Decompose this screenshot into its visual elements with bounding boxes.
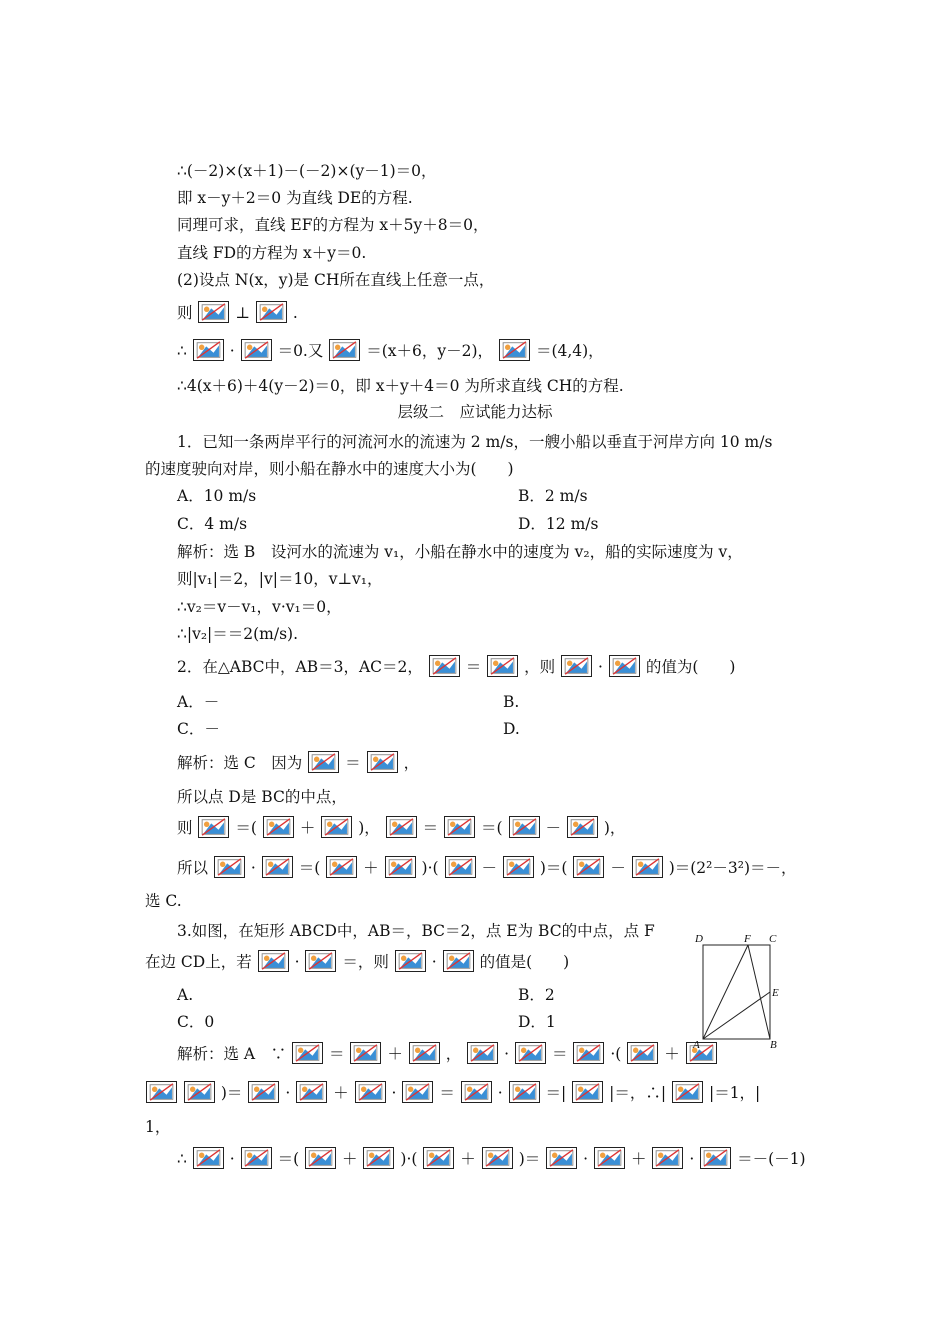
text-fragment: ＝(: [298, 859, 321, 877]
broken-image-icon: [326, 856, 357, 878]
question-3-text: 3.如图，在矩形 ABCD中，AB＝，BC＝2，点 E为 BC的中点，点 F: [177, 922, 655, 940]
label-d: D: [695, 933, 703, 945]
text-fragment: ·: [598, 658, 603, 676]
option-b: B．2: [518, 986, 555, 1004]
solution-text: [177, 815, 625, 841]
text-fragment: .: [292, 304, 298, 322]
broken-image-icon: [594, 1147, 625, 1169]
text-fragment: ，: [403, 754, 420, 772]
broken-image-icon: [329, 339, 360, 361]
broken-image-icon: [443, 950, 474, 972]
text-fragment: －: [610, 859, 626, 877]
text-line: ∴4(x＋6)＋4(y－2)＝0，即 x＋y＋4＝0 为所求直线 CH的方程.: [177, 377, 624, 395]
broken-image-icon: [546, 1147, 577, 1169]
broken-image-icon: [672, 1081, 703, 1103]
label-e: E: [772, 987, 779, 999]
broken-image-icon: [241, 1147, 272, 1169]
broken-image-icon: [482, 1147, 513, 1169]
text-fragment: 解析：选 A ∵: [177, 1045, 287, 1063]
broken-image-icon: [445, 856, 476, 878]
broken-image-icon: [363, 1147, 394, 1169]
text-fragment: 解析：选 C 因为: [177, 754, 303, 772]
broken-image-icon: [627, 1042, 658, 1064]
option-c: C．－: [177, 720, 220, 738]
text-fragment: ＝(: [235, 819, 257, 837]
broken-image-icon: [296, 1081, 327, 1103]
broken-image-icon: [572, 1081, 603, 1103]
text-fragment: ＝(: [277, 1150, 300, 1168]
text-fragment: ∴: [177, 1150, 187, 1168]
text-fragment: ·: [504, 1045, 510, 1063]
text-fragment: ＝|: [545, 1084, 567, 1102]
text-fragment: ·: [229, 342, 235, 360]
text-fragment: ＋: [342, 1150, 358, 1168]
broken-image-icon: [214, 856, 245, 878]
broken-image-icon: [395, 950, 426, 972]
question-2-text: [177, 654, 735, 680]
broken-image-icon: [409, 1042, 440, 1064]
broken-image-icon: [241, 339, 272, 361]
solution-text: [145, 1080, 760, 1106]
label-a: A: [693, 1039, 700, 1051]
text-fragment: －: [545, 819, 561, 837]
text-fragment: )＝: [220, 1084, 243, 1102]
broken-image-icon: [367, 751, 398, 773]
text-fragment: |＝1，|: [708, 1084, 761, 1102]
text-fragment: ＋: [630, 1150, 647, 1168]
broken-image-icon: [248, 1081, 279, 1103]
text-fragment: |＝，∴|: [609, 1084, 667, 1102]
broken-image-icon: [461, 1081, 492, 1103]
text-fragment: ＋: [363, 859, 379, 877]
broken-image-icon: [632, 856, 663, 878]
text-fragment: )＝(2²－3²)＝－，: [668, 859, 797, 877]
formula-line: [177, 300, 298, 326]
option-a: A．－: [177, 693, 220, 711]
text-line: 直线 FD的方程为 x＋y＝0.: [177, 244, 367, 262]
text-fragment: ＝，则: [342, 953, 389, 971]
broken-image-icon: [256, 301, 287, 323]
option-a: A.: [177, 986, 194, 1004]
text-fragment: ＝: [422, 819, 439, 837]
broken-image-icon: [193, 1147, 224, 1169]
broken-image-icon: [509, 816, 540, 838]
text-fragment: ＋: [460, 1150, 476, 1168]
text-fragment: ⊥: [235, 304, 250, 322]
option-b: B.: [503, 693, 520, 711]
text-fragment: ·: [294, 953, 300, 971]
text-fragment: ·(: [610, 1045, 622, 1063]
solution-text: ∴|v₂|＝＝2(m/s).: [177, 625, 299, 643]
question-1-text: 的速度驶向对岸，则小船在静水中的速度大小为( ): [145, 460, 514, 478]
solution-text: 1，: [145, 1118, 171, 1136]
question-3-text: [145, 949, 569, 975]
option-d: D.: [503, 720, 520, 738]
broken-image-icon: [700, 1147, 731, 1169]
text-fragment: )，: [358, 819, 380, 837]
text-fragment: ＝0.又: [277, 342, 324, 360]
solution-text: [177, 1146, 806, 1172]
text-fragment: )＝(: [539, 859, 568, 877]
broken-image-icon: [350, 1042, 381, 1064]
broken-image-icon: [573, 856, 604, 878]
broken-image-icon: [263, 816, 294, 838]
broken-image-icon: [305, 950, 336, 972]
broken-image-icon: [573, 1042, 604, 1064]
text-fragment: －: [481, 859, 497, 877]
broken-image-icon: [198, 301, 229, 323]
text-fragment: ＝－(－1): [737, 1150, 806, 1168]
broken-image-icon: [609, 655, 640, 677]
text-fragment: ＝: [345, 754, 361, 772]
text-fragment: 则: [177, 304, 193, 322]
solution-text: [177, 855, 797, 881]
broken-image-icon: [385, 856, 416, 878]
broken-image-icon: [429, 655, 460, 677]
broken-image-icon: [292, 1042, 323, 1064]
section-heading: 层级二 应试能力达标: [397, 403, 553, 421]
text-fragment: 在边 CD上，若: [145, 953, 252, 971]
option-d: D．12 m/s: [518, 515, 599, 533]
broken-image-icon: [184, 1081, 215, 1103]
rectangle-figure: [690, 928, 790, 1058]
text-fragment: ·: [285, 1084, 291, 1102]
text-fragment: ·: [497, 1084, 503, 1102]
broken-image-icon: [355, 1081, 386, 1103]
text-fragment: ·: [431, 953, 437, 971]
option-c: C．4 m/s: [177, 515, 248, 533]
broken-image-icon: [509, 1081, 540, 1103]
solution-text: 则|v₁|＝2，|v|＝10，v⊥v₁，: [177, 570, 383, 588]
text-fragment: ＋: [387, 1045, 403, 1063]
solution-text: [177, 750, 419, 776]
text-fragment: ·: [250, 859, 256, 877]
solution-text: ∴v₂＝v－v₁，v·v₁＝0，: [177, 598, 342, 616]
text-line: ∴(－2)×(x＋1)－(－2)×(y－1)＝0，: [177, 162, 437, 180]
text-fragment: 所以: [177, 859, 209, 877]
broken-image-icon: [467, 1042, 498, 1064]
text-fragment: ·: [583, 1150, 589, 1168]
broken-image-icon: [423, 1147, 454, 1169]
broken-image-icon: [402, 1081, 433, 1103]
broken-image-icon: [444, 816, 475, 838]
text-fragment: ＝(: [481, 819, 503, 837]
broken-image-icon: [386, 816, 417, 838]
text-fragment: )，: [603, 819, 626, 837]
text-fragment: ＝: [551, 1045, 568, 1063]
text-fragment: )＝: [518, 1150, 541, 1168]
option-d: D．1: [518, 1013, 556, 1031]
label-c: C: [769, 933, 777, 945]
broken-image-icon: [561, 655, 592, 677]
label-b: B: [770, 1039, 777, 1051]
text-fragment: ＝: [465, 658, 482, 676]
broken-image-icon: [487, 655, 518, 677]
text-fragment: ＝(x＋6，y－2)，: [366, 342, 494, 360]
text-line: (2)设点 N(x，y)是 CH所在直线上任意一点，: [177, 271, 495, 289]
solution-text: 选 C.: [145, 892, 182, 910]
solution-text: 所以点 D是 BC的中点，: [177, 788, 347, 806]
broken-image-icon: [193, 339, 224, 361]
option-b: B．2 m/s: [518, 487, 588, 505]
broken-image-icon: [262, 856, 293, 878]
text-fragment: )·(: [400, 1150, 418, 1168]
broken-image-icon: [308, 751, 339, 773]
text-fragment: 则: [177, 819, 193, 837]
text-fragment: ·: [229, 1150, 235, 1168]
text-fragment: )·(: [421, 859, 439, 877]
text-fragment: ＝: [329, 1045, 345, 1063]
broken-image-icon: [321, 816, 352, 838]
broken-image-icon: [503, 856, 534, 878]
text-fragment: ，: [445, 1045, 462, 1063]
broken-image-icon: [146, 1081, 177, 1103]
broken-image-icon: [198, 816, 229, 838]
text-line: 即 x－y＋2＝0 为直线 DE的方程.: [177, 189, 413, 207]
broken-image-icon: [652, 1147, 683, 1169]
text-fragment: ∴: [177, 342, 187, 360]
text-fragment: ＋: [299, 819, 316, 837]
text-fragment: ·: [391, 1084, 397, 1102]
option-a: A．10 m/s: [177, 487, 257, 505]
option-c: C．0: [177, 1013, 215, 1031]
solution-text: 解析：选 B 设河水的流速为 v₁，小船在静水中的速度为 v₂，船的实际速度为 v，: [177, 543, 743, 561]
text-line: 同理可求，直线 EF的方程为 x＋5y＋8＝0，: [177, 216, 489, 234]
question-1-text: 1．已知一条两岸平行的河流河水的流速为 2 m/s，一艘小船以垂直于河岸方向 10 m/s: [177, 433, 773, 451]
broken-image-icon: [567, 816, 598, 838]
text-fragment: ·: [689, 1150, 695, 1168]
text-fragment: 2．在△ABC中，AB＝3，AC＝2，: [177, 658, 423, 676]
broken-image-icon: [499, 339, 530, 361]
broken-image-icon: [515, 1042, 546, 1064]
text-fragment: 的值是( ): [479, 953, 570, 971]
text-fragment: ＋: [333, 1084, 349, 1102]
text-fragment: 的值为( ): [645, 658, 736, 676]
text-fragment: ＝: [439, 1084, 455, 1102]
text-fragment: ＋: [664, 1045, 680, 1063]
broken-image-icon: [258, 950, 289, 972]
broken-image-icon: [305, 1147, 336, 1169]
formula-line: [177, 338, 604, 364]
solution-text: [177, 1041, 718, 1067]
text-fragment: ，则: [524, 658, 556, 676]
label-f: F: [744, 933, 751, 945]
text-fragment: ＝(4,4)，: [535, 342, 604, 360]
